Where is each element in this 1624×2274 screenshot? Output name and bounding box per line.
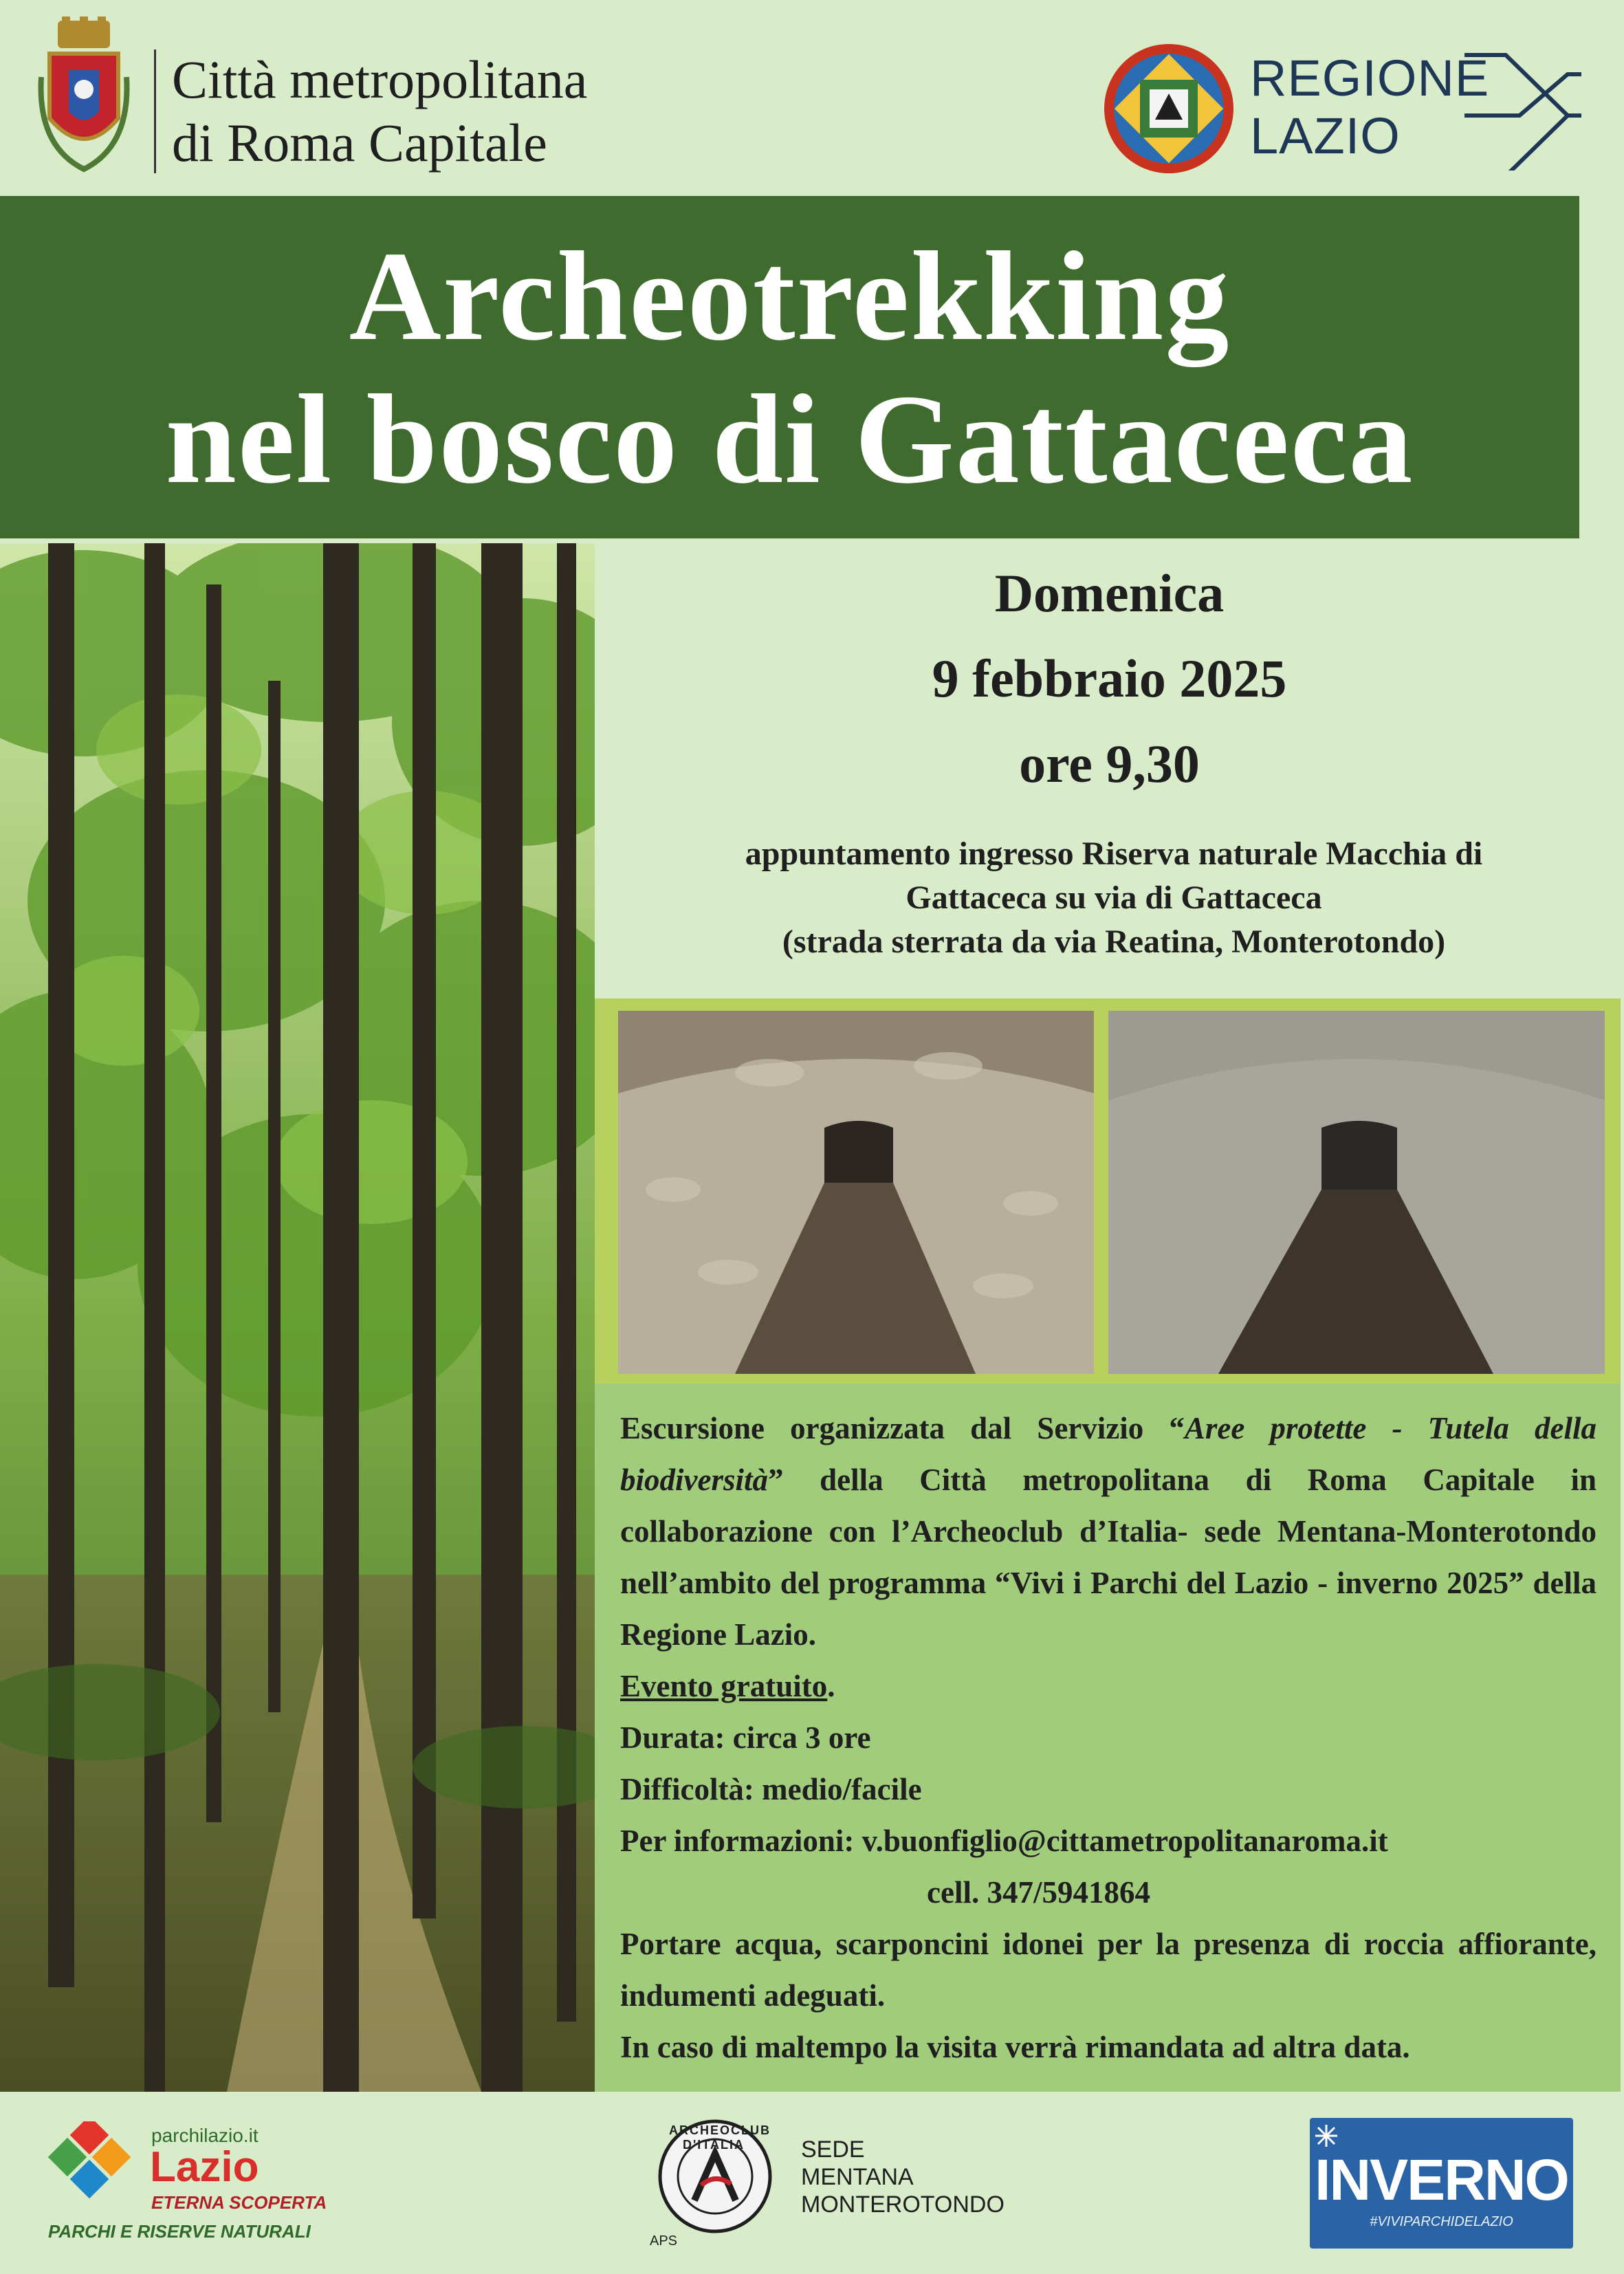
- parchi-url: parchilazio.it: [151, 2125, 259, 2146]
- parchi-tagline: ETERNA SCOPERTA: [151, 2192, 327, 2213]
- archeoclub-ring-text: ARCHEOCLUB D'ITALIA: [669, 2123, 771, 2152]
- meeting-line-1: appuntamento ingresso Riserva naturale Macchia di: [745, 835, 1483, 872]
- archeoclub-sede: SEDE MENTANA MONTEROTONDO: [801, 2136, 1005, 2218]
- parchi-subtitle: PARCHI E RISERVE NATURALI: [48, 2221, 311, 2242]
- region-line-2: LAZIO: [1250, 107, 1401, 164]
- contact-phone: cell. 347/5941864: [927, 1875, 1150, 1910]
- info-label: Per informazioni:: [620, 1824, 855, 1858]
- title-line-1: Archeotrekking: [349, 226, 1231, 367]
- header-divider: [154, 50, 156, 173]
- region-line-1: REGIONE: [1250, 50, 1490, 107]
- regione-lazio-emblem: [1100, 40, 1238, 177]
- parchi-lazio-mosaic-icon: [48, 2121, 144, 2211]
- inverno-campaign-logo: [1310, 2118, 1573, 2249]
- event-time: ore 9,30: [1019, 734, 1200, 794]
- equipment-note: Portare acqua, scarponcini idonei per la presenza di roccia affiorante, indumenti adeguati.: [620, 1927, 1596, 2013]
- event-title: [0, 225, 1579, 511]
- meeting-point: [619, 832, 1609, 964]
- contact-email[interactable]: v.buonfiglio@cittametropolitanaroma.it: [862, 1824, 1388, 1858]
- tunnel-photo-stone: [618, 1011, 1094, 1374]
- event-day: Domenica: [994, 563, 1225, 623]
- inverno-title: INVERNO: [1315, 2147, 1568, 2212]
- archeoclub-logo: [650, 2118, 1035, 2249]
- free-event: Evento gratuito.: [620, 1669, 835, 1703]
- region-x-mark-icon: [1464, 47, 1581, 171]
- meeting-line-2: Gattaceca su via di Gattaceca: [906, 879, 1322, 916]
- event-description: [620, 1403, 1596, 2073]
- parchi-name: Lazio: [150, 2143, 259, 2191]
- description-intro: Escursione organizzata dal Servizio “Aree protette - Tutela della biodiversità” della Città metropolitana di Roma Capitale in collaborazione con l’Archeoclub d’Italia- sede Mentana-Monterotondo nell’ambito del programma “Vivi i Parchi del Lazio - inverno 2025” della Regione Lazio.: [620, 1411, 1596, 1652]
- title-band: [0, 196, 1579, 538]
- duration: Durata: circa 3 ore: [620, 1720, 871, 1755]
- archeoclub-aps: APS: [650, 2233, 678, 2249]
- parchi-lazio-logo: [48, 2118, 337, 2249]
- event-date: 9 febbraio 2025: [932, 648, 1287, 708]
- title-line-2: nel bosco di Gattaceca: [165, 369, 1414, 510]
- metropolitan-city-coat-of-arms: [36, 15, 132, 173]
- org-line-2: di Roma Capitale: [172, 113, 547, 173]
- org-line-1: Città metropolitana: [172, 50, 588, 109]
- snowflake-icon: [1314, 2123, 1339, 2148]
- free-event-label: Evento gratuito: [620, 1669, 828, 1703]
- meeting-line-3: (strada sterrata da via Reatina, Monterotondo): [782, 923, 1446, 960]
- difficulty: Difficoltà: medio/facile: [620, 1772, 922, 1806]
- regione-lazio-wordmark: [1250, 50, 1489, 165]
- inverno-hashtag: #VIVIPARCHIDELAZIO: [1370, 2214, 1513, 2229]
- weather-note: In caso di maltempo la visita verrà rimandata ad altra data.: [620, 2030, 1410, 2064]
- service-name: Aree protette - Tutela della biodiversità: [620, 1411, 1596, 1497]
- tunnel-photo-concrete: [1108, 1011, 1605, 1374]
- regione-lazio-logo: [1100, 40, 1581, 177]
- forest-photo: [0, 543, 595, 2092]
- metropolitan-city-name: [172, 48, 587, 175]
- info-contact: [620, 1815, 1596, 1867]
